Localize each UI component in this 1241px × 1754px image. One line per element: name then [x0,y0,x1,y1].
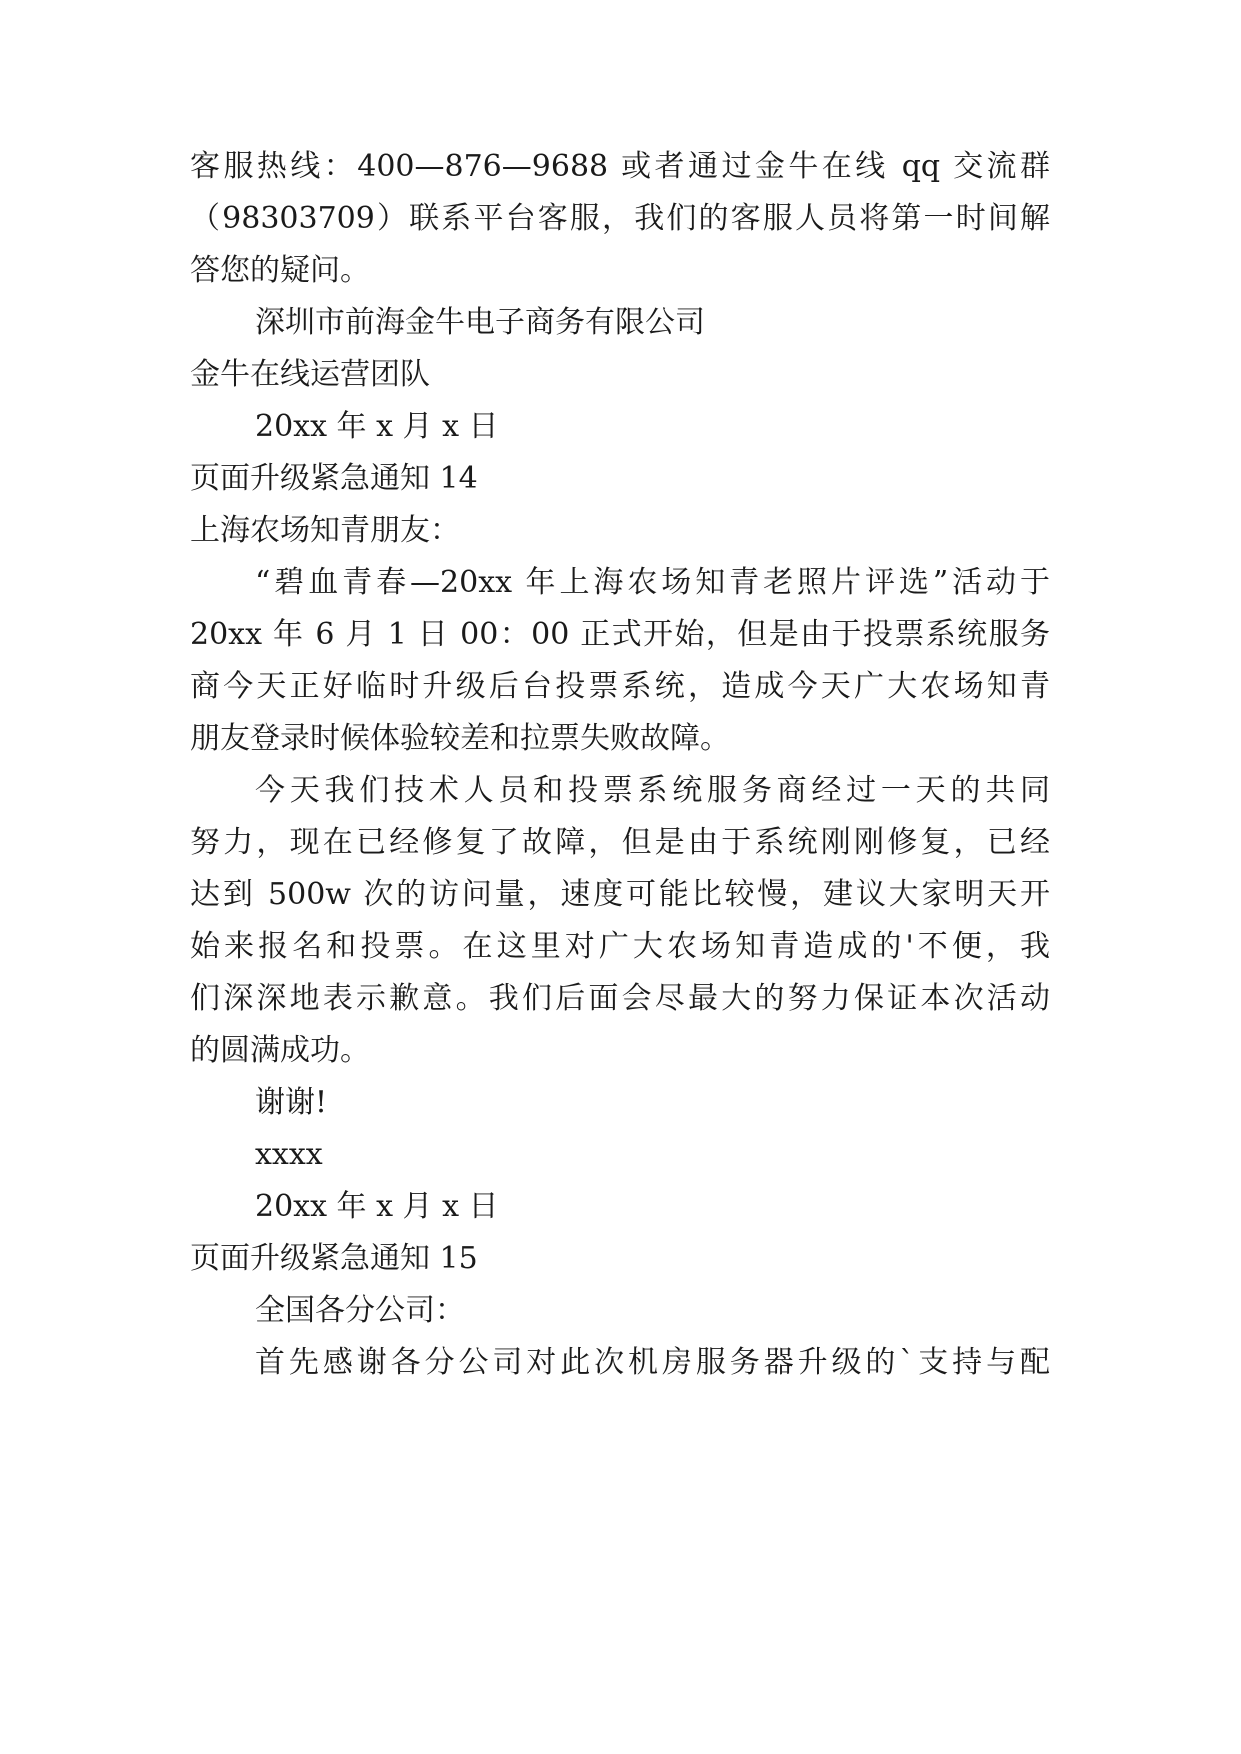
notice-title-15: 页面升级紧急通知 15 [190,1241,478,1276]
notice-14-paragraph-1-line-3: 商今天正好临时升级后台投票系统，造成今天广大农场知青 [190,669,1050,704]
notice-14-paragraph-2-line-4: 始来报名和投票。在这里对广大农场知青造成的'不便，我 [190,929,1050,964]
team-name: 金牛在线运营团队 [190,357,430,392]
notice-14-thanks: 谢谢! [255,1085,328,1120]
paragraph-hotline-line-3: 答您的疑问。 [190,253,370,288]
notice-14-date: 20xx 年 x 月 x 日 [255,1189,499,1224]
paragraph-hotline-line-1: 客服热线：400—876—9688 或者通过金牛在线 qq 交流群 [190,149,1050,184]
paragraph-hotline-line-2: （98303709）联系平台客服，我们的客服人员将第一时间解 [190,201,1050,236]
notice-14-salutation: 上海农场知青朋友： [190,513,460,548]
notice-14-paragraph-2-line-5: 们深深地表示歉意。我们后面会尽最大的努力保证本次活动 [190,981,1050,1016]
notice-14-paragraph-1-line-1: “碧血青春—20xx 年上海农场知青老照片评选”活动于 [255,565,1050,600]
notice-15-paragraph-1-line-1: 首先感谢各分公司对此次机房服务器升级的`支持与配 [255,1345,1050,1380]
notice-14-paragraph-2-line-6: 的圆满成功。 [190,1033,370,1068]
notice-title-14: 页面升级紧急通知 14 [190,461,478,496]
signature-date: 20xx 年 x 月 x 日 [255,409,499,444]
notice-14-paragraph-2-line-2: 努力，现在已经修复了故障，但是由于系统刚刚修复，已经 [190,825,1050,860]
notice-15-salutation: 全国各分公司： [255,1293,465,1328]
notice-14-paragraph-1-line-2: 20xx 年 6 月 1 日 00：00 正式开始，但是由于投票系统服务 [190,617,1050,652]
company-name: 深圳市前海金牛电子商务有限公司 [255,305,705,340]
notice-14-paragraph-2-line-3: 达到 500w 次的访问量，速度可能比较慢，建议大家明天开 [190,877,1050,912]
notice-14-paragraph-2-line-1: 今天我们技术人员和投票系统服务商经过一天的共同 [255,773,1050,808]
notice-14-signer: xxxx [255,1137,323,1172]
notice-14-paragraph-1-line-4: 朋友登录时候体验较差和拉票失败故障。 [190,721,730,756]
